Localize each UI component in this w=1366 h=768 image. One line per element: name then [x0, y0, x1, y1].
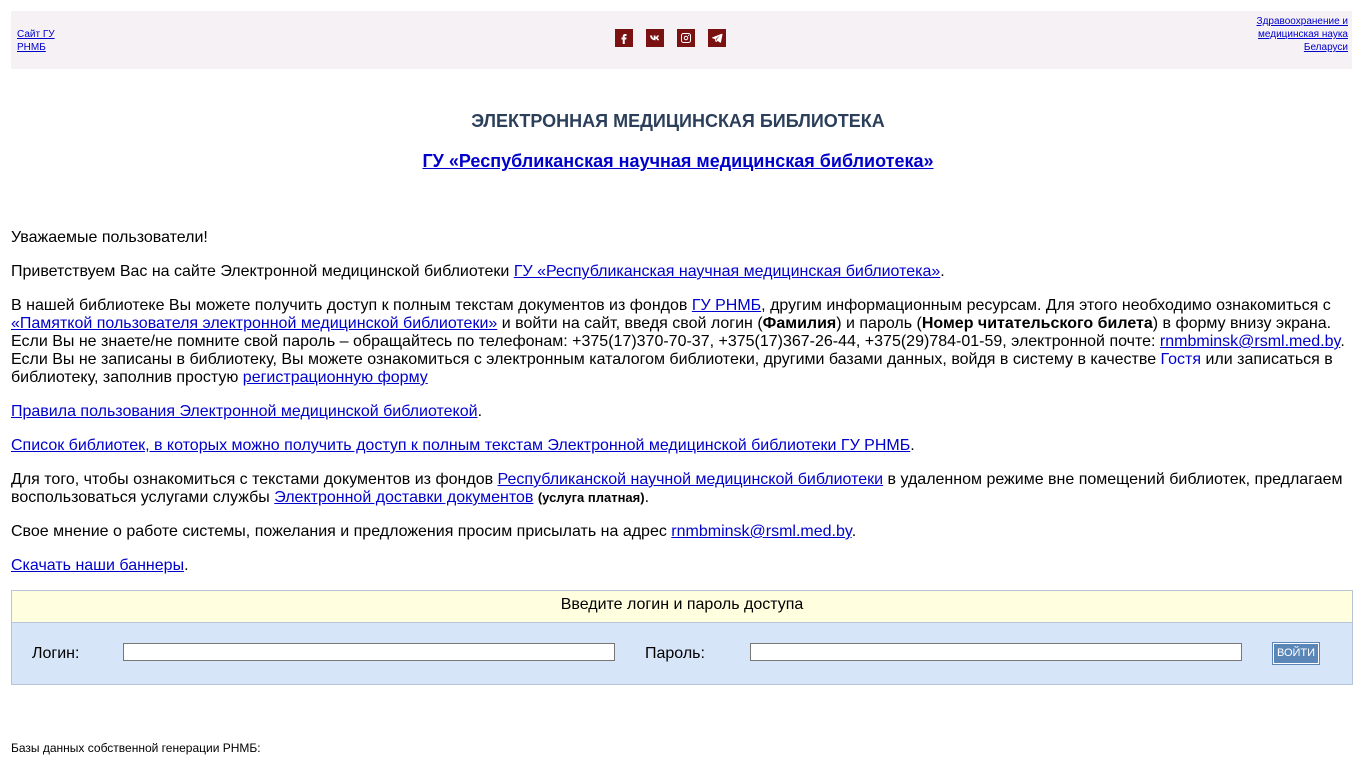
password-input[interactable] — [750, 643, 1242, 661]
top-bar — [11, 11, 1352, 69]
login-submit-button[interactable]: ВОЙТИ — [1273, 643, 1319, 664]
banners-link[interactable]: Скачать наши баннеры — [11, 557, 185, 574]
page-subtitle — [0, 151, 1356, 172]
login-form-body — [12, 623, 1352, 684]
registration-form-link[interactable]: регистрационную форму — [242, 369, 428, 386]
library-link[interactable]: ГУ «Республиканская научная медицинская библиотека» — [422, 151, 934, 171]
library-link-inline[interactable]: ГУ «Республиканская научная медицинская библиотека» — [513, 263, 941, 280]
feedback-paragraph: Свое мнение о работе системы, пожелания и предложения просим присылать на адрес rnmbminsk@rsml.med.by. — [11, 523, 857, 540]
vk-icon[interactable] — [646, 29, 664, 47]
guest-link[interactable]: Гостя — [1160, 351, 1202, 368]
login-form — [11, 590, 1353, 685]
page-title: ЭЛЕКТРОННАЯ МЕДИЦИНСКАЯ БИБЛИОТЕКА — [471, 111, 885, 131]
password-label: Пароль: — [645, 645, 705, 662]
own-databases-heading: Базы данных собственной генерации РНМБ: — [11, 741, 261, 755]
welcome-paragraph: Приветствуем Вас на сайте Электронной медицинской библиотеки ГУ «Республиканская научная медицинская библиотека». — [11, 263, 945, 280]
feedback-email-link[interactable]: rnmbminsk@rsml.med.by — [671, 523, 852, 540]
login-label: Логин: — [32, 645, 80, 662]
rules-link[interactable]: Правила пользования Электронной медицинской библиотекой — [11, 403, 478, 420]
facebook-icon[interactable] — [615, 29, 633, 47]
rnmb-site-link[interactable]: Сайт ГУ РНМБ — [17, 29, 55, 53]
instagram-icon[interactable] — [677, 29, 695, 47]
rules-paragraph: Правила пользования Электронной медицинской библиотекой. — [11, 403, 483, 420]
banners-paragraph: Скачать наши баннеры. — [11, 557, 189, 574]
intro-content — [11, 229, 1346, 591]
rnmb-link[interactable]: ГУ РНМБ — [691, 297, 762, 314]
login-input[interactable] — [123, 643, 615, 661]
social-links — [615, 29, 726, 47]
access-paragraph: В нашей библиотеке Вы можете получить доступ к полным текстам документов из фондов ГУ РНМБ, другим информационным ресурсам. Для этого необходимо ознакомиться с «Памяткой пользователя электронной медицинской библиотеки» и войти на сайт, введя свой логин (Фамилия) и пароль (Номер читательского билета) в форму внизу экрана. Если Вы не знаете/не помните свой пароль – обращайтесь по телефонам: +375(17)370-70-37, +375(17)367-26-44, +375(29)784-01-59, электронной почте: rnmbminsk@rsml.med.by. Если Вы не записаны в библиотеку, Вы можете ознакомиться с электронным каталогом библиотеки, другими базами данных, войдя в систему в качестве Гостя или записаться в библиотеку, заполнив простую регистрационную форму — [11, 297, 1345, 386]
libraries-list-paragraph: Список библиотек, в которых можно получить доступ к полным текстам Электронной медицинской библиотеки ГУ РНМБ. — [11, 437, 915, 454]
delivery-paragraph: Для того, чтобы ознакомиться с текстами документов из фондов Республиканской научной медицинской библиотеки в удаленном режиме вне помещений библиотек, предлагаем воспользоваться услугами службы Электронной доставки документов (услуга платная). — [11, 471, 1343, 506]
libraries-list-link[interactable]: Список библиотек, в которых можно получить доступ к полным текстам Электронной медицинской библиотеки ГУ РНМБ — [11, 437, 911, 454]
republican-library-link[interactable]: Республиканской научной медицинской библиотеки — [497, 471, 884, 488]
email-link[interactable]: rnmbminsk@rsml.med.by — [1159, 333, 1341, 350]
greeting: Уважаемые пользователи! — [11, 229, 208, 246]
document-delivery-link[interactable]: Электронной доставки документов — [274, 489, 534, 506]
login-form-header: Введите логин и пароль доступа — [12, 591, 1352, 623]
telegram-icon[interactable] — [708, 29, 726, 47]
health-science-link[interactable]: Здравоохранение и медицинская наука Беларуси — [1256, 16, 1348, 53]
user-guide-link[interactable]: «Памяткой пользователя электронной медицинской библиотеки» — [11, 315, 498, 332]
